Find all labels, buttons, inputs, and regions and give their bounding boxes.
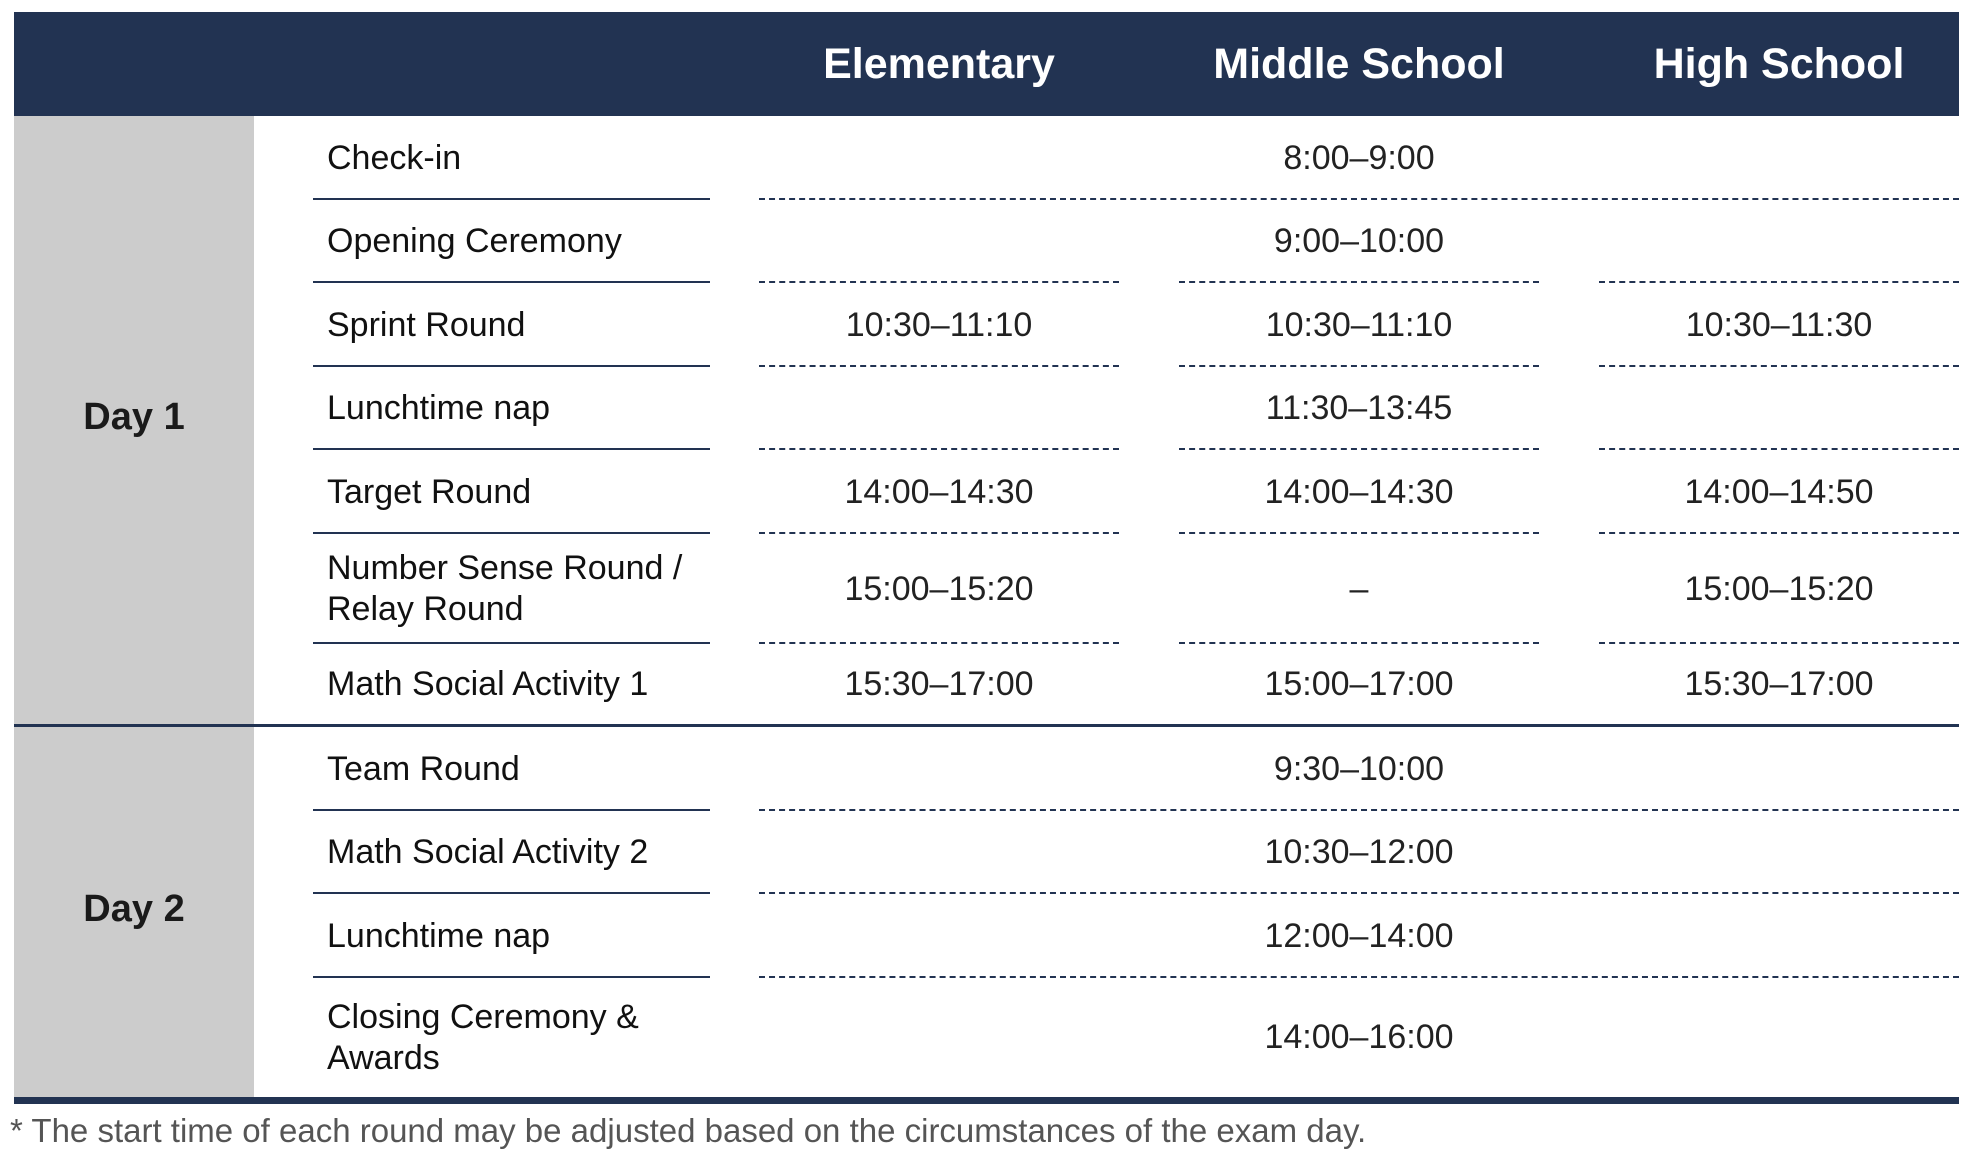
event-time-all-levels: 12:00–14:00 [1264, 916, 1454, 955]
event-name: Lunchtime nap [327, 916, 551, 955]
high-school-time: 14:00–14:50 [1684, 472, 1874, 511]
event-time-all-levels: 10:30–12:00 [1264, 833, 1454, 871]
table-row [14, 367, 1959, 450]
high-school-time: 15:30–17:00 [1684, 664, 1874, 703]
table-row [14, 116, 1959, 200]
event-name: Target Round [327, 472, 532, 511]
event-name: Opening Ceremony [327, 222, 622, 260]
event-time-all-levels: 14:00–16:00 [1264, 1018, 1454, 1056]
event-name: Math Social Activity 1 [327, 664, 649, 703]
table-row [14, 811, 1959, 894]
event-name: Lunchtime nap [327, 389, 551, 427]
table-row [14, 644, 1959, 724]
elementary-time: 14:00–14:30 [844, 472, 1034, 511]
header-high-school: High School [1653, 40, 1905, 88]
table-row [14, 283, 1959, 367]
event-name: Sprint Round [327, 305, 526, 344]
table-row [14, 727, 1959, 811]
table-header [14, 12, 1959, 116]
event-name: Team Round [327, 749, 520, 788]
event-time-all-levels: 9:30–10:00 [1273, 749, 1445, 788]
middle-school-time: – [1349, 569, 1369, 608]
table-row [14, 894, 1959, 978]
middle-school-time: 10:30–11:10 [1265, 305, 1453, 344]
event-name: Closing Ceremony & Awards [327, 997, 639, 1077]
table-row [14, 450, 1959, 534]
footnote: * The start time of each round may be adjusted based on the circumstances of the exam day. [10, 1112, 1367, 1149]
event-name: Number Sense Round / Relay Round [327, 549, 683, 628]
high-school-time: 10:30–11:30 [1685, 305, 1873, 344]
day-1-label: Day 1 [83, 396, 185, 438]
elementary-time: 10:30–11:10 [845, 305, 1033, 344]
event-time-all-levels: 11:30–13:45 [1265, 389, 1453, 427]
table-row [14, 534, 1959, 644]
event-name: Check-in [327, 138, 462, 177]
event-time-all-levels: 9:00–10:00 [1273, 222, 1445, 260]
middle-school-time: 15:00–17:00 [1264, 664, 1454, 703]
elementary-time: 15:00–15:20 [844, 569, 1034, 608]
header-middle-school: Middle School [1213, 40, 1505, 88]
table-row [14, 978, 1959, 1097]
day-2-label: Day 2 [83, 888, 185, 930]
event-time-all-levels: 8:00–9:00 [1283, 138, 1435, 177]
elementary-time: 15:30–17:00 [844, 664, 1034, 703]
high-school-time: 15:00–15:20 [1684, 569, 1874, 608]
middle-school-time: 14:00–14:30 [1264, 472, 1454, 511]
event-name: Math Social Activity 2 [327, 833, 649, 871]
table-row [14, 200, 1959, 283]
table-bottom-rule [14, 1097, 1959, 1104]
header-elementary: Elementary [823, 40, 1055, 88]
